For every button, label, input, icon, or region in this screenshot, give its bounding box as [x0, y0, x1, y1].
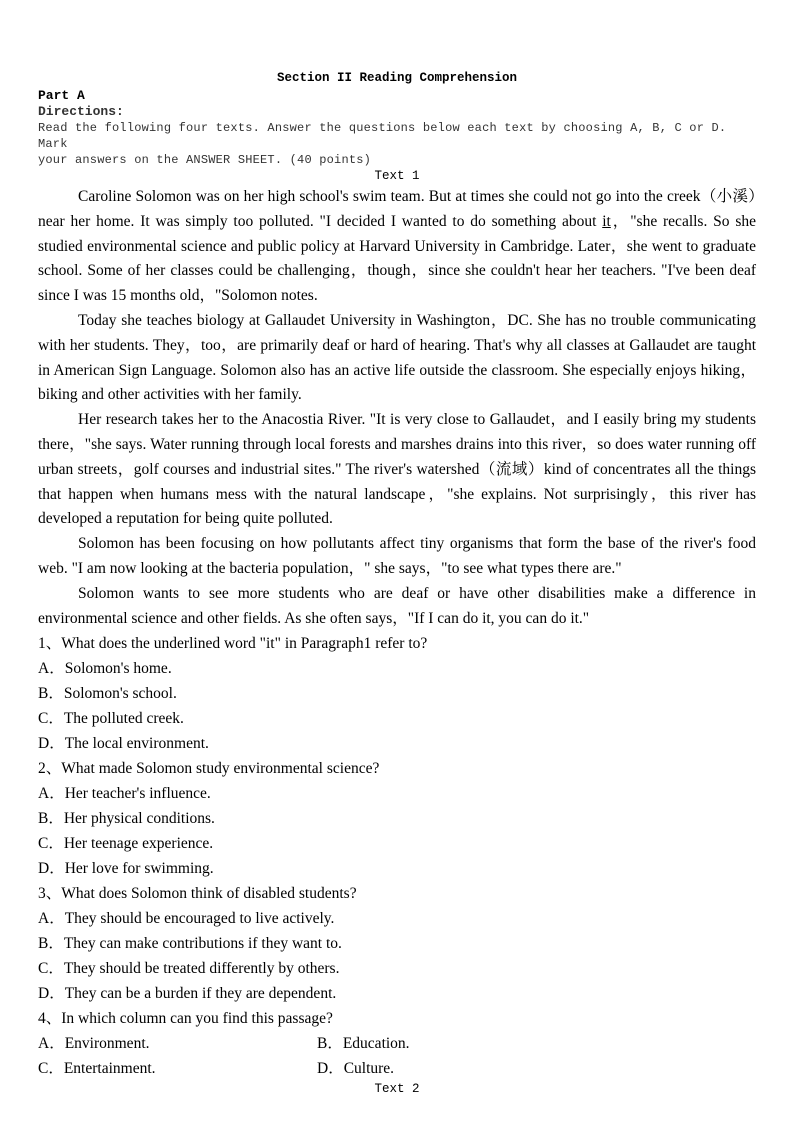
- question-3-stem: 3、What does Solomon think of disabled students?: [38, 885, 357, 903]
- question-1: [38, 631, 756, 756]
- directions-line-2: your answers on the ANSWER SHEET. (40 points): [38, 153, 372, 167]
- directions-label: Directions:: [38, 104, 124, 119]
- paragraph-1: [38, 185, 756, 309]
- question-3-option-c: C．They should be treated differently by others.: [38, 960, 340, 978]
- question-3-option-a: A．They should be encouraged to live actively.: [38, 910, 335, 928]
- text1-title: Text 1: [374, 169, 420, 183]
- question-2-option-c: C．Her teenage experience.: [38, 835, 214, 853]
- text2-title: Text 2: [374, 1082, 420, 1097]
- question-2-option-b: B．Her physical conditions.: [38, 810, 215, 828]
- question-4-option-d: D．Culture.: [317, 1060, 395, 1078]
- question-1-option-d: D．The local environment.: [38, 735, 209, 753]
- question-4: [38, 1006, 756, 1081]
- paragraph-2: Today she teaches biology at Gallaudet University in Washington，DC. She has no trouble communicating with her students. They，too，are primarily deaf or hard of hearing. That's why all classes at Gallaudet are taught in American Sign Language. Solomon also has an active life outside the classroom. She especially enjoys hiking，biking and other activities with her family.: [38, 311, 756, 404]
- question-4-options-row-1: [38, 1031, 756, 1056]
- question-1-stem: 1、What does the underlined word "it" in Paragraph1 refer to?: [38, 635, 428, 653]
- question-4-stem: 4、In which column can you find this passage?: [38, 1010, 333, 1028]
- question-2-option-a: A．Her teacher's influence.: [38, 785, 211, 803]
- question-2-option-d: D．Her love for swimming.: [38, 860, 214, 878]
- question-1-option-c: C．The polluted creek.: [38, 710, 184, 728]
- part-label: Part A: [38, 88, 85, 103]
- directions-text: [38, 120, 756, 168]
- section-title: Section II Reading Comprehension: [276, 71, 518, 85]
- question-4-options-row-2: [38, 1056, 756, 1081]
- question-3-option-b: B．They can make contributions if they want to.: [38, 935, 342, 953]
- question-3: [38, 881, 756, 1006]
- paragraph-4: Solomon has been focusing on how pollutants affect tiny organisms that form the base of the river's food web. "I am now looking at the bacteria population，" she says，"to see what types there are.": [38, 535, 756, 577]
- underlined-word-it: it: [602, 212, 611, 230]
- paragraph-5: Solomon wants to see more students who are deaf or have other disabilities make a difference in environmental science and other fields. As she often says，"If I can do it, you can do it.": [38, 584, 756, 627]
- directions-line-1: Read the following four texts. Answer the questions below each text by choosing A, B, C or D. Mark: [38, 121, 727, 151]
- paragraph-1-after: ，"she recalls. So she studied environmental science and public policy at Harvard University in Cambridge. Later，she went to graduate school. Some of her classes could be challenging，though，since she couldn't hear her teachers. "I've been deaf since I was 15 months old，"Solomon notes.: [38, 212, 756, 305]
- paragraph-3: Her research takes her to the Anacostia River. "It is very close to Gallaudet，and I easily bring my students there，"she says. Water running through local forests and marshes drains into this river，so does water running off urban streets，golf courses and industrial sites." The river's watershed（流域）kind of concentrates all the things that happen when humans mess with the natural landscape，"she explains. Not surprisingly，this river has developed a reputation for being quite polluted.: [38, 411, 756, 528]
- question-1-option-b: B．Solomon's school.: [38, 685, 177, 703]
- question-1-option-a: A．Solomon's home.: [38, 660, 172, 678]
- question-4-option-b: B．Education.: [317, 1035, 410, 1053]
- question-4-option-c: C．Entertainment.: [38, 1060, 156, 1078]
- question-2-stem: 2、What made Solomon study environmental science?: [38, 760, 380, 778]
- paragraph-1-before: Caroline Solomon was on her high school's swim team. But at times she could not go into the creek（小溪）near her home. It was simply too polluted. "I decided I wanted to do something about: [38, 188, 756, 230]
- question-2: [38, 756, 756, 881]
- question-4-option-a: A．Environment.: [38, 1035, 150, 1053]
- question-3-option-d: D．They can be a burden if they are dependent.: [38, 985, 337, 1003]
